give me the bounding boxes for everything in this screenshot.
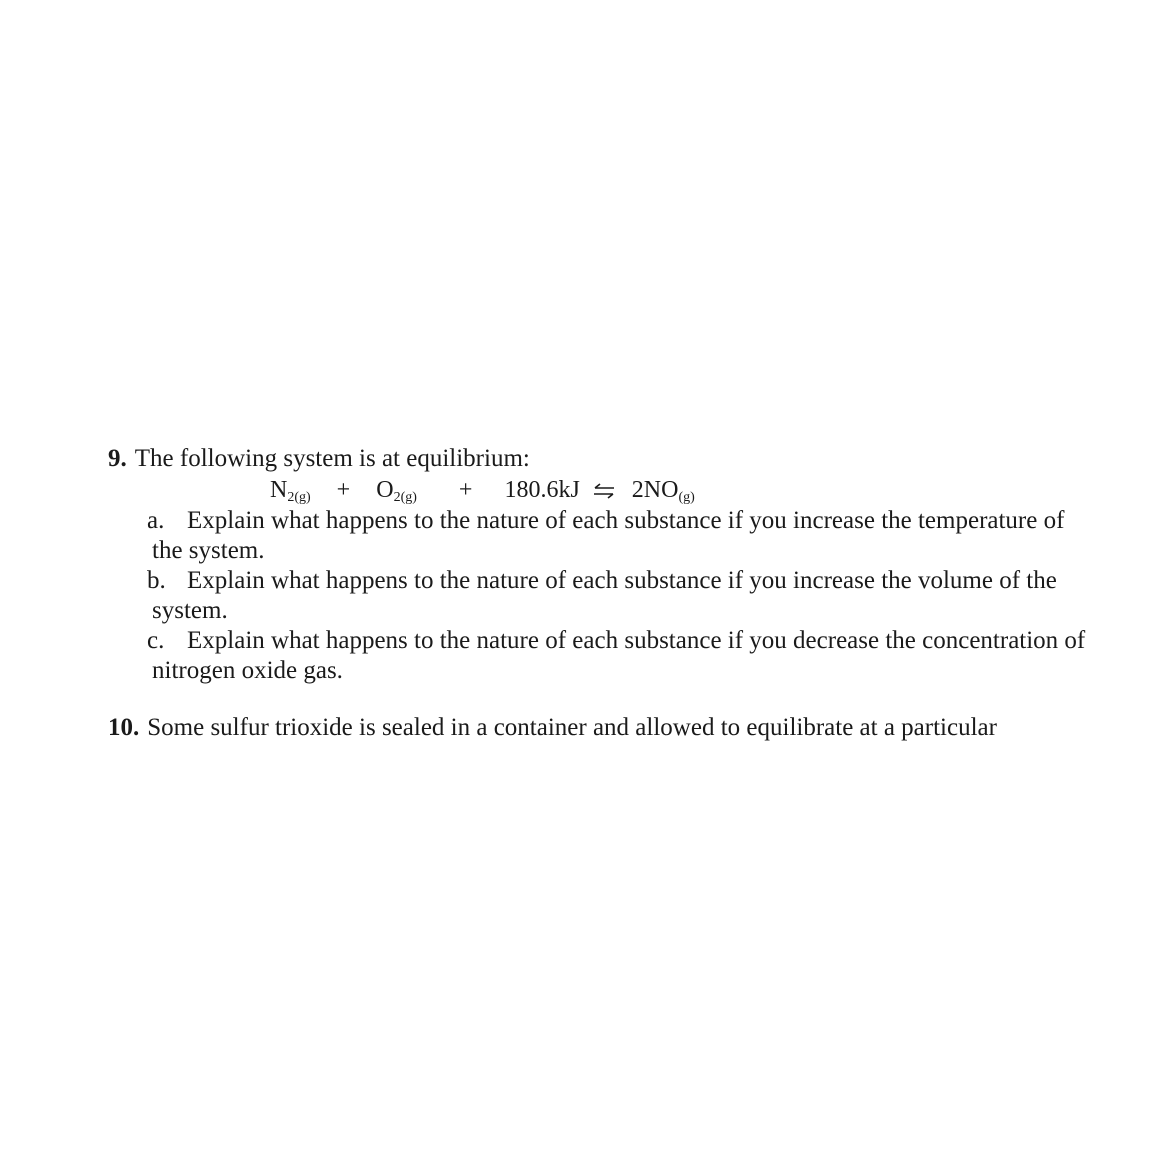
equilibrium-equation bbox=[270, 477, 695, 506]
question-10-number: 10. bbox=[108, 714, 140, 741]
part-a-text-line2: the system. bbox=[152, 537, 265, 564]
question-9-part-a bbox=[147, 506, 1147, 566]
part-a-letter: a. bbox=[147, 507, 165, 534]
question-9-heading bbox=[108, 445, 530, 473]
part-a-text-line1: Explain what happens to the nature of each substance if you increase the temperature of bbox=[187, 507, 1065, 534]
reactant-n2: $N_{2(g)}$ bbox=[270, 477, 311, 505]
question-9-prompt: The following system is at equilibrium: bbox=[134, 445, 530, 472]
energy-term: 180.6kJ bbox=[504, 477, 580, 503]
question-10-text: Some sulfur trioxide is sealed in a container and allowed to equilibrate at a particular bbox=[147, 714, 997, 741]
product-no: $2NO_{(g)}$ bbox=[631, 477, 695, 505]
part-b-text-line1: Explain what happens to the nature of each substance if you increase the volume of the bbox=[187, 567, 1057, 594]
plus-sign-2: + bbox=[458, 477, 473, 503]
reactant-o2: $O_{2(g)}$ bbox=[376, 477, 417, 505]
question-9-part-b bbox=[147, 566, 1147, 626]
question-10 bbox=[108, 714, 997, 742]
part-b-text-line2: system. bbox=[152, 597, 228, 624]
part-c-text-line2: nitrogen oxide gas. bbox=[152, 657, 343, 684]
part-b-letter: b. bbox=[147, 567, 166, 594]
plus-sign-1: + bbox=[336, 477, 351, 503]
question-9-part-c bbox=[147, 626, 1147, 686]
part-c-letter: c. bbox=[147, 627, 165, 654]
part-c-text-line1: Explain what happens to the nature of each substance if you decrease the concentration of bbox=[187, 627, 1086, 654]
question-9-number: 9. bbox=[108, 445, 127, 472]
equilibrium-arrow-icon bbox=[592, 483, 616, 499]
